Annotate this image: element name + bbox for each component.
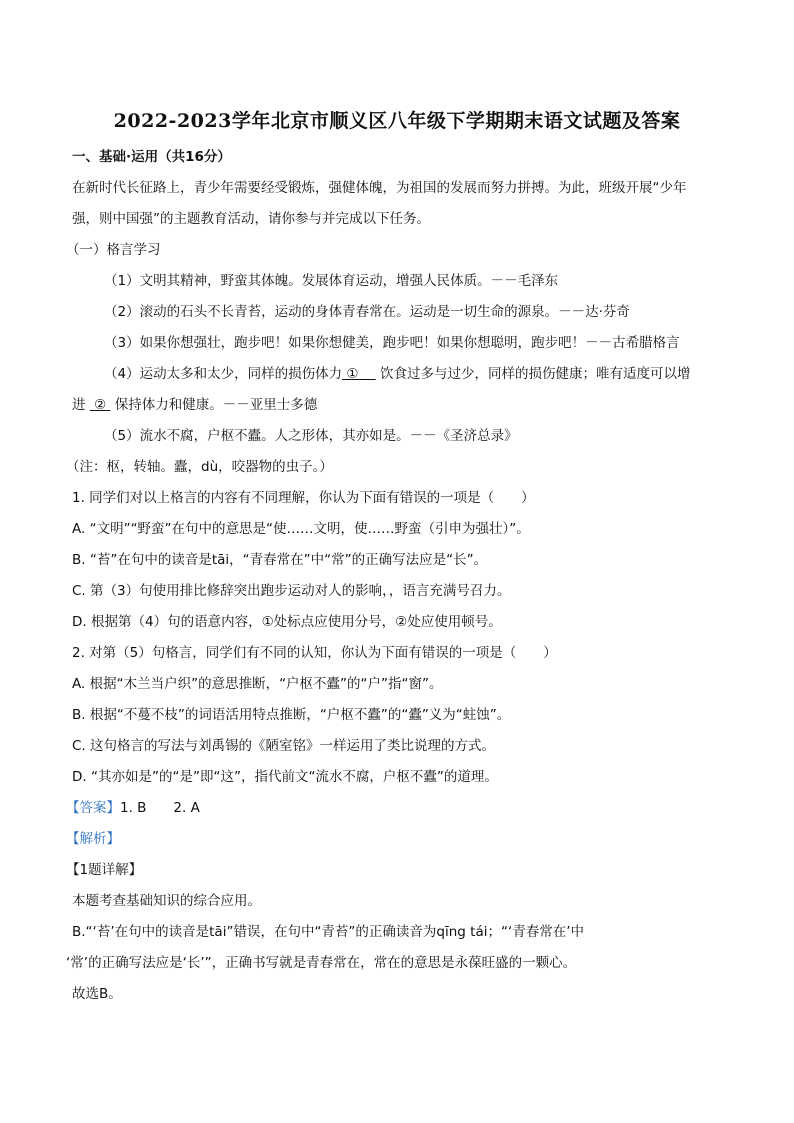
- quote-4-line-1: [104, 364, 734, 384]
- question-1-option-c: C. 第（3）句使用排比修辞突出跑步运动对人的影响，，语言充满号召力。: [72, 583, 511, 599]
- section-heading: 一、基础·运用（共16分）: [72, 149, 231, 165]
- quote-4-line-2: [72, 395, 734, 415]
- question-1: 1. 同学们对以上格言的内容有不同理解，你认为下面有错误的一项是（ ）: [72, 490, 535, 506]
- quote-2: （2）滚动的石头不长青苔，运动的身体青春常在。运动是一切生命的源泉。－－达·芬奇: [104, 304, 630, 320]
- question-2-option-b: B. 根据“不蔓不枝”的词语活用特点推断，“户枢不蠹”的“蠹”义为“蛀蚀”。: [72, 707, 511, 723]
- answer-tag: 【答案】: [66, 800, 120, 816]
- answer-line: [66, 798, 734, 818]
- quote-4-text-b: 饮食过多与过少，同样的损伤健康；唯有适度可以增: [379, 366, 691, 382]
- question-1-option-d: D. 根据第（4）句的语意内容，①处标点应使用分号，②处应使用顿号。: [72, 614, 502, 630]
- question-2: 2. 对第（5）句格言，同学们有不同的认知，你认为下面有错误的一项是（ ）: [72, 645, 557, 661]
- question-2-option-c: C. 这句格言的写法与刘禹锡的《陋室铭》一样运用了类比说理的方式。: [72, 738, 496, 754]
- quote-1: （1）文明其精神，野蛮其体魄。发展体育运动，增强人民体质。－－毛泽东: [104, 273, 559, 289]
- quote-4-text-a: （4）运动太多和太少，同样的损伤体力: [104, 366, 343, 382]
- quote-3: （3）如果你想强壮，跑步吧！如果你想健美，跑步吧！如果你想聪明，跑步吧！－－古希腊格言: [104, 335, 680, 351]
- question-2-option-a: A. 根据“木兰当户织”的意思推断，“户枢不蠹”的“户”指“窗”。: [72, 676, 443, 692]
- page-title: 2022-2023学年北京市顺义区八年级下学期期末语文试题及答案: [113, 110, 681, 132]
- detail-1-text-1: 本题考查基础知识的综合应用。: [72, 893, 261, 909]
- blank-1: ①: [346, 366, 359, 382]
- quote-4-text-d: 保持体力和健康。－－亚里士多德: [114, 397, 318, 413]
- detail-1-heading: 【1题详解】: [66, 862, 143, 878]
- note: （注：枢，转轴。蠹，dù，咬器物的虫子。）: [66, 459, 333, 475]
- quote-5: （5）流水不腐，户枢不蠹。人之形体，其亦如是。－－《圣济总录》: [104, 428, 518, 444]
- question-2-option-d: D. “其亦如是”的“是”即“这”，指代前文“流水不腐，户枢不蠹”的道理。: [72, 769, 498, 785]
- intro-line-1: 在新时代长征路上，青少年需要经受锻炼，强健体魄，为祖国的发展而努力拼搏。为此，班级开展“少年: [72, 180, 687, 196]
- blank-2: ②: [94, 397, 107, 413]
- quote-4-text-c: 进: [72, 397, 86, 413]
- intro-line-2: 强，则中国强”的主题教育活动，请你参与并完成以下任务。: [72, 211, 430, 227]
- detail-1-text-2: B.“‘苔’在句中的读音是tāi”错误，在句中“青苔”的正确读音为qīng tái；“‘青春常在’中: [72, 924, 585, 940]
- question-1-option-b: B. “苔”在句中的读音是tāi，“青春常在”中“常”的正确写法应是“长”。: [72, 552, 488, 568]
- subsection-heading: （一）格言学习: [66, 242, 161, 258]
- question-1-option-a: A. “文明”“野蛮”在句中的意思是“使……文明，使……野蛮（引申为强壮）”。: [72, 521, 530, 537]
- detail-1-text-3: ‘常’的正确写法应是‘长’”，正确书写就是青春常在，常在的意思是永葆旺盛的一颗心。: [66, 955, 577, 971]
- detail-1-text-4: 故选B。: [72, 986, 122, 1002]
- answer-text: 1. B 2. A: [120, 800, 200, 816]
- analysis-tag: 【解析】: [66, 831, 120, 847]
